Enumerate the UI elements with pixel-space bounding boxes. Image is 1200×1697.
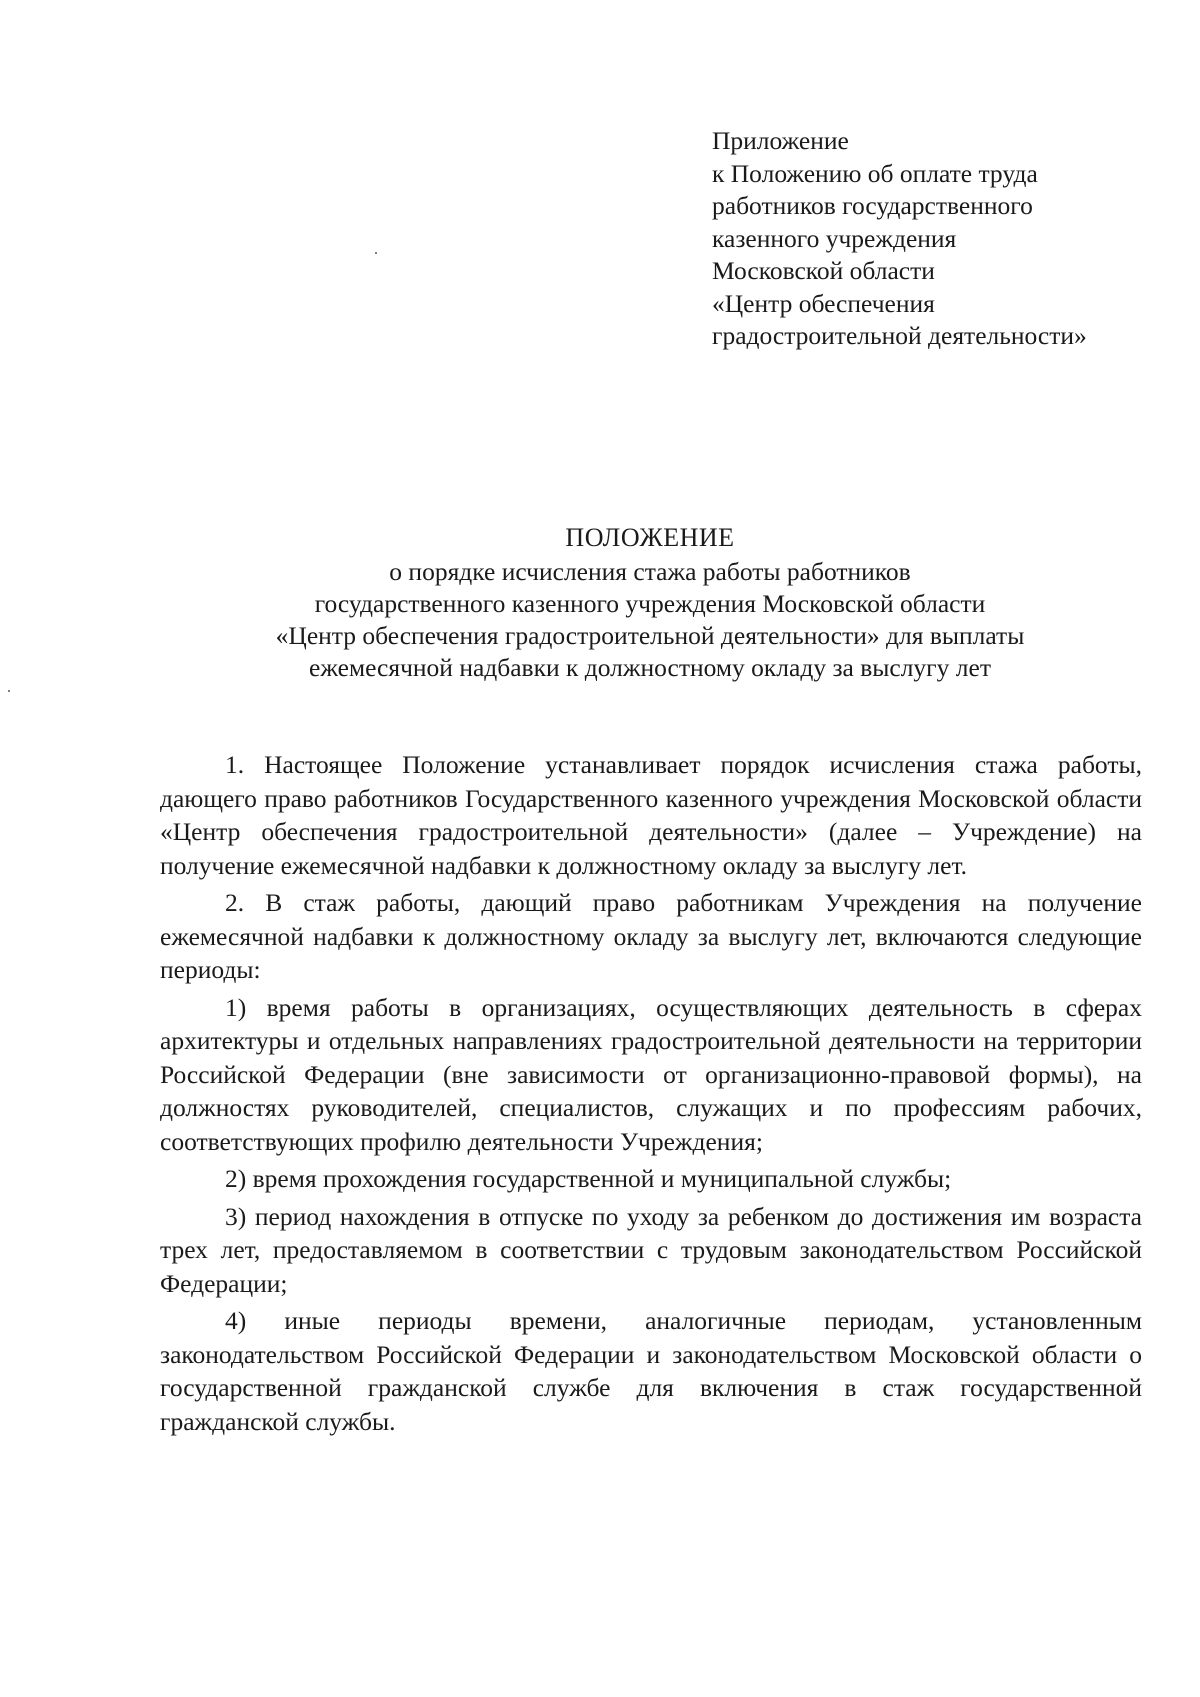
paragraph-1: 1. Настоящее Положение устанавливает порядок исчисления стажа работы, дающего право работников Государственного казенного учреждения Московской области «Центр обеспечения градостроительной деятельности» (далее – Учреждение) на получение ежемесячной надбавки к должностному окладу за выслугу лет. bbox=[160, 750, 1142, 880]
document-title: ПОЛОЖЕНИЕ bbox=[565, 523, 735, 552]
scan-speck bbox=[375, 252, 377, 254]
appendix-line: «Центр обеспечения bbox=[712, 288, 935, 318]
list-item-2: 2) время прохождения государственной и муниципальной службы; bbox=[225, 1164, 952, 1193]
appendix-line: Приложение bbox=[712, 126, 849, 155]
appendix-line: к Положению об оплате труда bbox=[712, 158, 1038, 188]
subtitle-line: «Центр обеспечения градостроительной деятельности» для выплаты bbox=[275, 621, 1025, 650]
list-item-4: 4) иные периоды времени, аналогичные периодам, установленным законодательством Российской Федерации и законодательством Московской области о государственной гражданской службе для включения в стаж государственной гражданской службы. bbox=[160, 1306, 1142, 1436]
appendix-line: работников государственного bbox=[712, 191, 1033, 220]
subtitle-line: о порядке исчисления стажа работы работников bbox=[389, 557, 911, 586]
paragraph-2: 2. В стаж работы, дающий право работникам Учреждения на получение ежемесячной надбавки к должностному окладу за выслугу лет, включаются следующие периоды: bbox=[160, 888, 1142, 984]
list-item-1: 1) время работы в организациях, осуществляющих деятельность в сферах архитектуры и отдельных направлениях градостроительной деятельности на территории Российской Федерации (вне зависимости от организационно-правовой формы), на должностях руководителей, специалистов, служащих и по профессиям рабочих, соответствующих профилю деятельности Учреждения; bbox=[160, 992, 1142, 1156]
document-subtitle bbox=[200, 556, 1100, 684]
appendix-line: казенного учреждения bbox=[712, 223, 957, 253]
appendix-line: градостроительной деятельности» bbox=[712, 321, 1087, 350]
scan-speck bbox=[8, 690, 10, 692]
subtitle-line: государственного казенного учреждения Московской области bbox=[314, 589, 986, 618]
document-title-block bbox=[200, 522, 1100, 684]
document-body bbox=[160, 748, 1142, 1442]
appendix-header bbox=[712, 125, 1152, 353]
list-item-3: 3) период нахождения в отпуске по уходу за ребенком до достижения им возраста трех лет, предоставляемом в соответствии с трудовым законодательством Российской Федерации; bbox=[160, 1201, 1142, 1298]
appendix-line: Московской области bbox=[712, 256, 935, 285]
subtitle-line: ежемесячной надбавки к должностному окладу за выслугу лет bbox=[309, 653, 991, 682]
